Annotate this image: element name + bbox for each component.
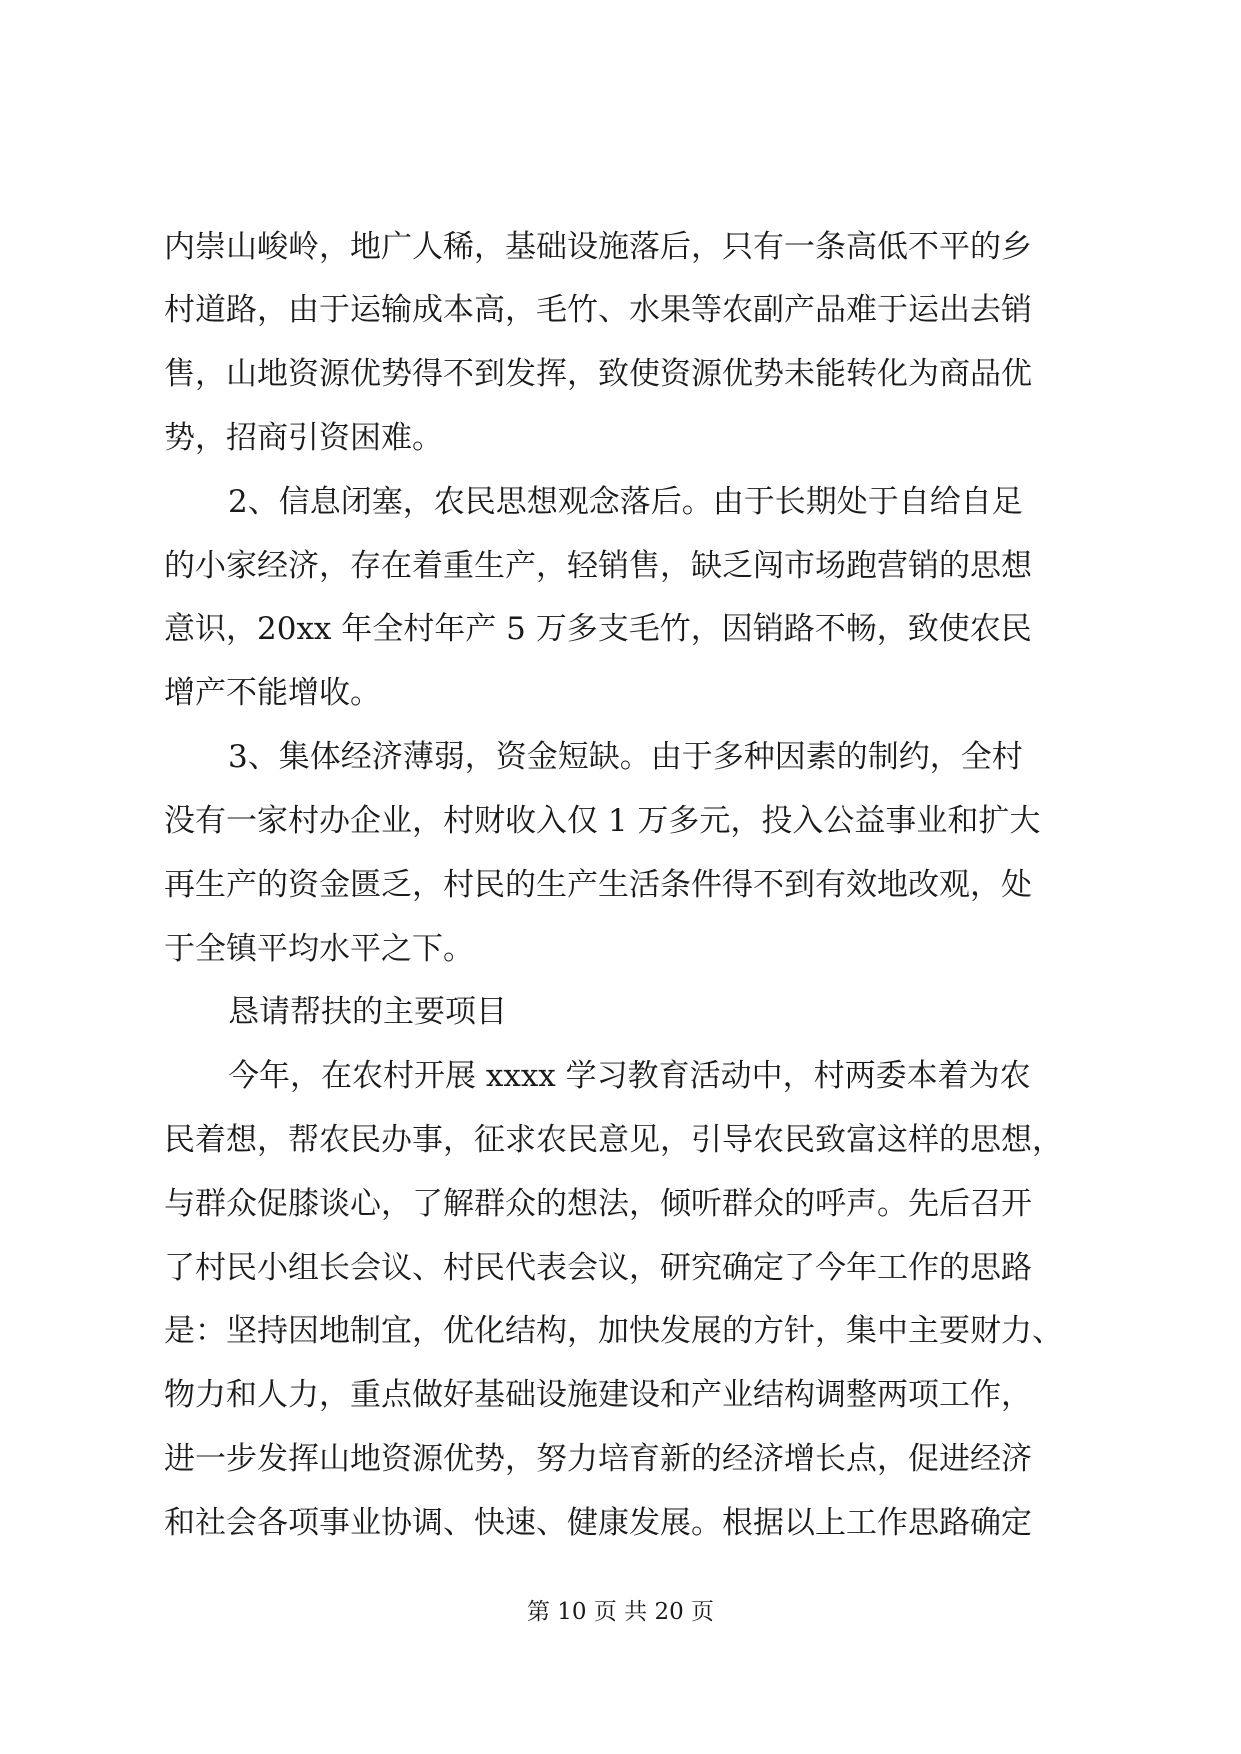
text-line: 意识，20xx 年全村年产 5 万多支毛竹，因销路不畅，致使农民 [164, 611, 1032, 647]
text-line: 村道路，由于运输成本高，毛竹、水果等农副产品难于运出去销 [164, 292, 1032, 328]
text-line: 和社会各项事业协调、快速、健康发展。根据以上工作思路确定 [164, 1505, 1032, 1541]
text-line: 势，招商引资困难。 [164, 420, 443, 456]
text-line: 2、信息闭塞，农民思想观念落后。由于长期处于自给自足 [228, 484, 1023, 520]
text-line: 没有一家村办企业，村财收入仅 1 万多元，投入公益事业和扩大 [164, 803, 1041, 839]
text-line: 与群众促膝谈心，了解群众的想法，倾听群众的呼声。先后召开 [164, 1186, 1032, 1222]
text-line: 物力和人力，重点做好基础设施建设和产业结构调整两项工作， [164, 1377, 1032, 1413]
text-line: 3、集体经济薄弱，资金短缺。由于多种因素的制约，全村 [228, 739, 1023, 775]
text-line: 了村民小组长会议、村民代表会议，研究确定了今年工作的思路 [164, 1250, 1032, 1286]
text-line: 内崇山峻岭，地广人稀，基础设施落后，只有一条高低不平的乡 [164, 229, 1032, 265]
text-line: 售，山地资源优势得不到发挥，致使资源优势未能转化为商品优 [164, 356, 1032, 392]
text-line: 再生产的资金匮乏，村民的生产生活条件得不到有效地改观，处 [164, 867, 1032, 903]
text-line: 增产不能增收。 [164, 675, 381, 711]
page-number-footer: 第 10 页 共 20 页 [526, 1599, 715, 1625]
text-line: 今年，在农村开展 xxxx 学习教育活动中，村两委本着为农 [228, 1058, 1031, 1094]
text-line: 进一步发挥山地资源优势，努力培育新的经济增长点，促进经济 [164, 1441, 1032, 1477]
section-heading: 恳请帮扶的主要项目 [228, 994, 507, 1030]
text-line: 的小家经济，存在着重生产，轻销售，缺乏闯市场跑营销的思想 [164, 548, 1032, 584]
text-line: 是：坚持因地制宜，优化结构，加快发展的方针，集中主要财力、 [164, 1313, 1063, 1349]
text-line: 民着想，帮农民办事，征求农民意见，引导农民致富这样的思想， [164, 1122, 1063, 1158]
text-line: 于全镇平均水平之下。 [164, 931, 474, 967]
